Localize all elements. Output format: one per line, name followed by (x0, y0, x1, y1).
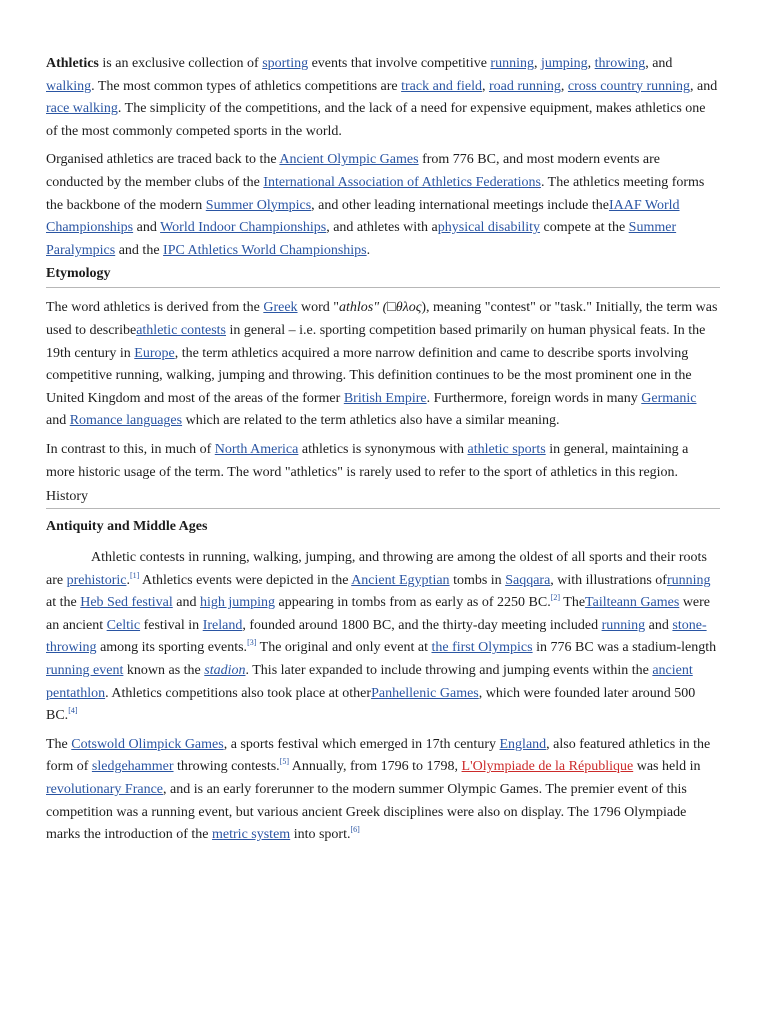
etymology-heading: Etymology (46, 263, 720, 288)
link-athletic-sports[interactable]: athletic sports (467, 441, 546, 457)
link-celtic[interactable]: Celtic (106, 617, 141, 633)
link-stadion[interactable]: stadion (204, 663, 246, 679)
link-running[interactable]: running (490, 56, 534, 71)
link-jumping[interactable]: jumping (540, 56, 588, 71)
link-metric-system[interactable]: metric system (212, 827, 291, 843)
link-summer-paralympics[interactable]: Summer Paralympics (46, 220, 677, 258)
ref-2 (551, 593, 560, 602)
link-race-walking[interactable]: race walking (46, 101, 118, 117)
link-ancient-pentathlon[interactable]: ancient pentathlon (46, 663, 693, 701)
link-physical-disability[interactable]: physical disability (437, 220, 541, 236)
link-europe[interactable]: Europe (134, 345, 175, 361)
link-ipc-athletics[interactable]: IPC Athletics World Championships (163, 242, 367, 258)
link-north-america[interactable]: North America (214, 441, 299, 457)
link-sledgehammer[interactable]: sledgehammer (91, 759, 174, 775)
link-track-and-field[interactable]: track and field (401, 78, 482, 94)
link-cross-country-running[interactable]: cross country running (567, 78, 691, 94)
link-ancient-olympic-games[interactable]: Ancient Olympic Games (279, 152, 419, 168)
organised-paragraph: Organised athletics are traced back to the Ancient Olympic Games from 776 BC, and most modern events are conducted by the member clubs of the International Association of Athletics Federations. The athletics meeting forms the backbone of the modern Summer Olympics, and other leading international meetings include theIAAF World Championships and World Indoor Championships, and athletes with aphysical disability compete at the Summer Paralympics and the IPC Athletics World Championships. (46, 152, 705, 258)
ref-4 (68, 706, 77, 715)
link-saqqara[interactable]: Saqqara (505, 572, 551, 588)
ref-1-link[interactable]: [1] (129, 570, 140, 580)
link-germanic[interactable]: Germanic (641, 390, 697, 406)
link-running-3[interactable]: running (601, 617, 646, 633)
link-first-olympics[interactable]: the first Olympics (431, 640, 533, 656)
link-sporting[interactable]: sporting (262, 56, 309, 71)
cotswold-paragraph: The Cotswold Olimpick Games, a sports festival which emerged in 17th century England, also featured athletics in the form of sledgehammer throwing contests.[5] Annually, from 1796 to 1798, L'Olympiade de la République was held in revolutionary France, and is an early forerunner to the modern summer Olympic Games. The premier event of this competition was a running event, but various ancient Greek disciplines were also on display. The 1796 Olympiade marks the introduction of the metric system into sport.[6] (46, 736, 711, 843)
link-greek[interactable]: Greek (263, 300, 298, 316)
ref-3-link[interactable]: [3] (247, 638, 257, 648)
link-england[interactable]: England (499, 736, 547, 752)
ref-5-link[interactable]: [5] (279, 757, 290, 767)
ref-1 (130, 571, 139, 580)
link-ancient-egyptian[interactable]: Ancient Egyptian (351, 572, 450, 588)
link-running-event[interactable]: running event (46, 663, 124, 679)
link-stone-throwing[interactable]: stone-throwing (46, 617, 707, 656)
antiquity-paragraph: Athletic contests in running, walking, jumping, and throwing are among the oldest of all sports and their roots are prehistoric.[1] Athletics events were depicted in the Ancient Egyptian tombs in Saqqara, with illustrations ofrunning at the Heb Sed festival and high jumping appearing in tombs from as early as of 2250 BC.[2] TheTailteann Games were an ancient Celtic festival in Ireland, founded around 1800 BC, and the thirty-day meeting included running and stone-throwing among its sporting events.[3] The original and only event at the first Olympics in 776 BC was a stadium-length running event known as the stadion. This later expanded to include throwing and jumping events within the ancient pentathlon. Athletics competitions also took place at otherPanhellenic Games, which were founded later around 500 BC.[4] (46, 550, 717, 724)
link-tailteann-games[interactable]: Tailteann Games (585, 595, 680, 611)
link-heb-sed-festival[interactable]: Heb Sed festival (80, 595, 173, 611)
link-british-empire[interactable]: British Empire (343, 390, 427, 406)
article-term: Athletics (46, 56, 99, 71)
link-running-2[interactable]: running (666, 572, 711, 588)
link-walking[interactable]: walking (46, 78, 92, 94)
link-panhellenic-games[interactable]: Panhellenic Games (371, 685, 479, 701)
link-summer-olympics[interactable]: Summer Olympics (205, 197, 312, 213)
link-revolutionary-france[interactable]: revolutionary France (46, 782, 164, 798)
ref-6 (350, 825, 359, 834)
ref-3 (247, 638, 256, 647)
ref-2-link[interactable]: [2] (550, 593, 561, 603)
link-ireland[interactable]: Ireland (202, 617, 243, 633)
ref-5 (280, 757, 289, 766)
link-world-indoor-championships[interactable]: World Indoor Championships (160, 220, 327, 236)
ref-6-link[interactable]: [6] (350, 825, 360, 835)
athlos-term: athlos" (□θλος (339, 300, 422, 316)
link-prehistoric[interactable]: prehistoric (66, 572, 127, 588)
link-cotswold-olimpick-games[interactable]: Cotswold Olimpick Games (71, 736, 224, 752)
link-romance-languages[interactable]: Romance languages (69, 413, 183, 429)
ref-4-link[interactable]: [4] (68, 706, 78, 716)
antiquity-heading: Antiquity and Middle Ages (46, 508, 720, 540)
link-throwing[interactable]: throwing (594, 56, 646, 71)
etymology-paragraph-2: In contrast to this, in much of North America athletics is synonymous with athletic sports in general, maintaining a more historic usage of the term. The word "athletics" is rarely used to refer to the sport of athletics in this region. (46, 441, 689, 480)
link-road-running[interactable]: road running (488, 78, 561, 94)
history-label: History (46, 489, 88, 505)
intro-paragraph: Athletics is an exclusive collection of sporting events that involve competitive running, jumping, throwing, and walking. The most common types of athletics competitions are track and field, road running, cross country running, and race walking. The simplicity of the competitions, and the lack of a need for expensive equipment, makes athletics one of the most commonly competed sports in the world. (46, 56, 718, 139)
link-iaaf[interactable]: International Association of Athletics Federations (263, 174, 541, 190)
link-athletic-contests[interactable]: athletic contests (136, 322, 227, 338)
link-olympiade-de-la-republique[interactable]: L'Olympiade de la République (461, 759, 634, 775)
link-iaaf-world-championships[interactable]: IAAF World Championships (46, 197, 680, 236)
etymology-paragraph-1: The word athletics is derived from the Greek word "athlos" (□θλος), meaning "contest" or "task." Initially, the term was used to describeathletic contests in general – i.e. sporting competition based primarily on human physical feats. In the 19th century in Europe, the term athletics acquired a more narrow definition and came to describe sports involving competitive running, walking, jumping and throwing. This definition continues to be the most prominent one in the United Kingdom and most of the areas of the former British Empire. Furthermore, foreign words in many Germanic and Romance languages which are related to the term athletics also have a similar meaning. (46, 300, 718, 429)
link-high-jumping[interactable]: high jumping (199, 595, 276, 611)
